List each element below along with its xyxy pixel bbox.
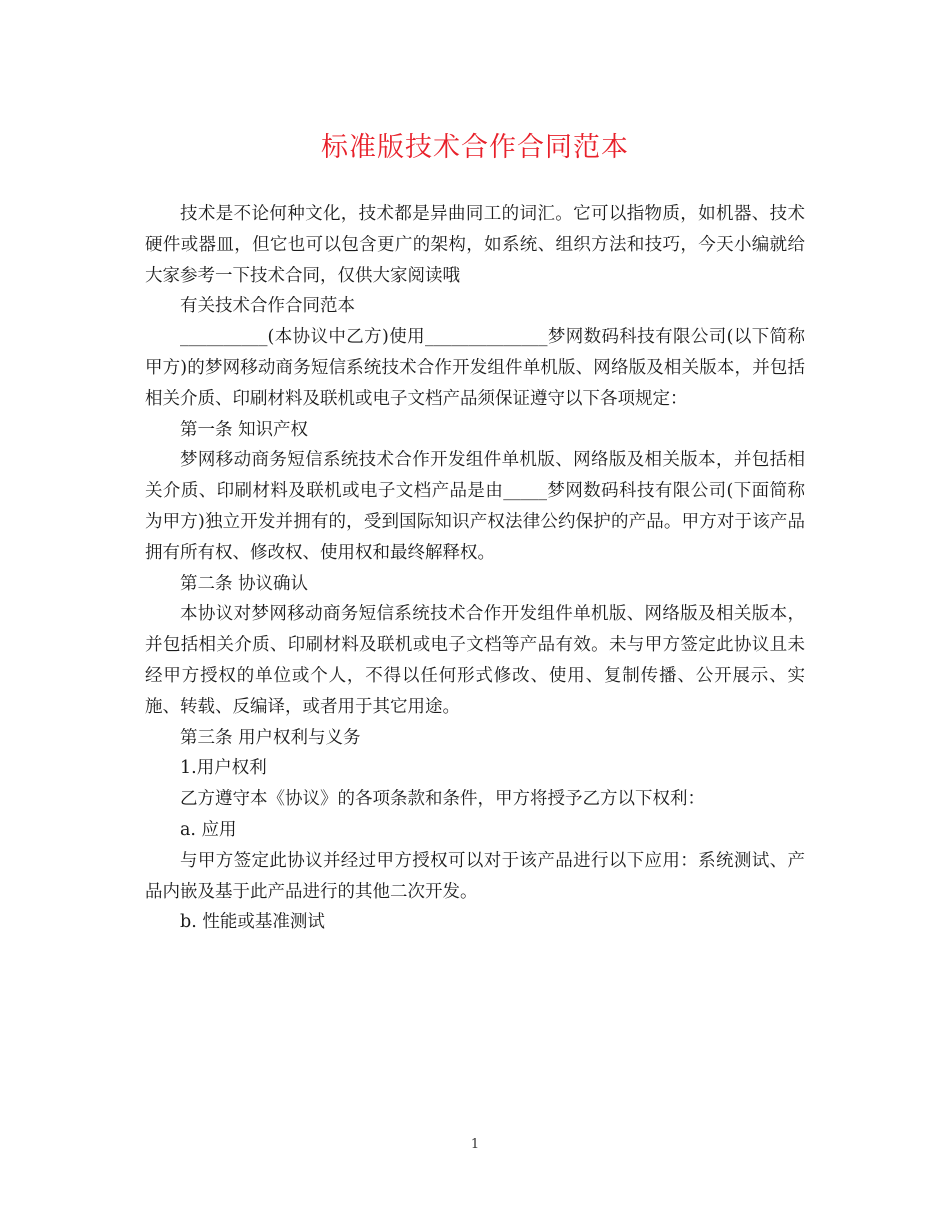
subsection-1-heading: 1.用户权利 — [180, 758, 267, 779]
section-heading: 有关技术合作合同范本 — [180, 296, 355, 317]
article-1-paragraph: 梦网移动商务短信系统技术合作开发组件单机版、网络版及相关版本，并包括相关介质、印刷材料及联机或电子文档产品是由_____梦网数码科技有限公司(下面简称为甲方)独立开发并拥有的，受到国际知识产权法律公约保护的产品。甲方对于该产品拥有所有权、修改权、使用权和最终解释权。 — [145, 450, 805, 563]
article-3-heading: 第三条 用户权利与义务 — [180, 727, 361, 748]
document-body — [145, 199, 805, 938]
article-2-paragraph: 本协议对梦网移动商务短信系统技术合作开发组件单机版、网络版及相关版本，并包括相关介质、印刷材料及联机或电子文档等产品有效。未与甲方签定此协议且未经甲方授权的单位或个人，不得以任何形式修改、使用、复制传播、公开展示、实施、转载、反编译，或者用于其它用途。 — [145, 604, 805, 717]
preamble-paragraph: __________(本协议中乙方)使用______________梦网数码科技有限公司(以下简称甲方)的梦网移动商务短信系统技术合作开发组件单机版、网络版及相关版本，并包括相关介质、印刷材料及联机或电子文档产品须保证遵守以下各项规定： — [145, 327, 805, 409]
item-a-heading: a. 应用 — [180, 819, 237, 840]
rights-intro-paragraph: 乙方遵守本《协议》的各项条款和条件，甲方将授予乙方以下权利： — [180, 789, 705, 810]
article-2-heading: 第二条 协议确认 — [180, 573, 309, 594]
item-b-heading: b. 性能或基准测试 — [180, 912, 325, 933]
page-number: 1 — [470, 1137, 480, 1152]
item-a-paragraph: 与甲方签定此协议并经过甲方授权可以对于该产品进行以下应用：系统测试、产品内嵌及基于此产品进行的其他二次开发。 — [145, 850, 805, 902]
article-1-heading: 第一条 知识产权 — [180, 419, 309, 440]
document-title: 标准版技术合作合同范本 — [321, 132, 629, 163]
intro-paragraph: 技术是不论何种文化，技术都是异曲同工的词汇。它可以指物质，如机器、技术硬件或器皿，但它也可以包含更广的架构，如系统、组织方法和技巧，今天小编就给大家参考一下技术合同，仅供大家阅读哦 — [145, 204, 805, 286]
